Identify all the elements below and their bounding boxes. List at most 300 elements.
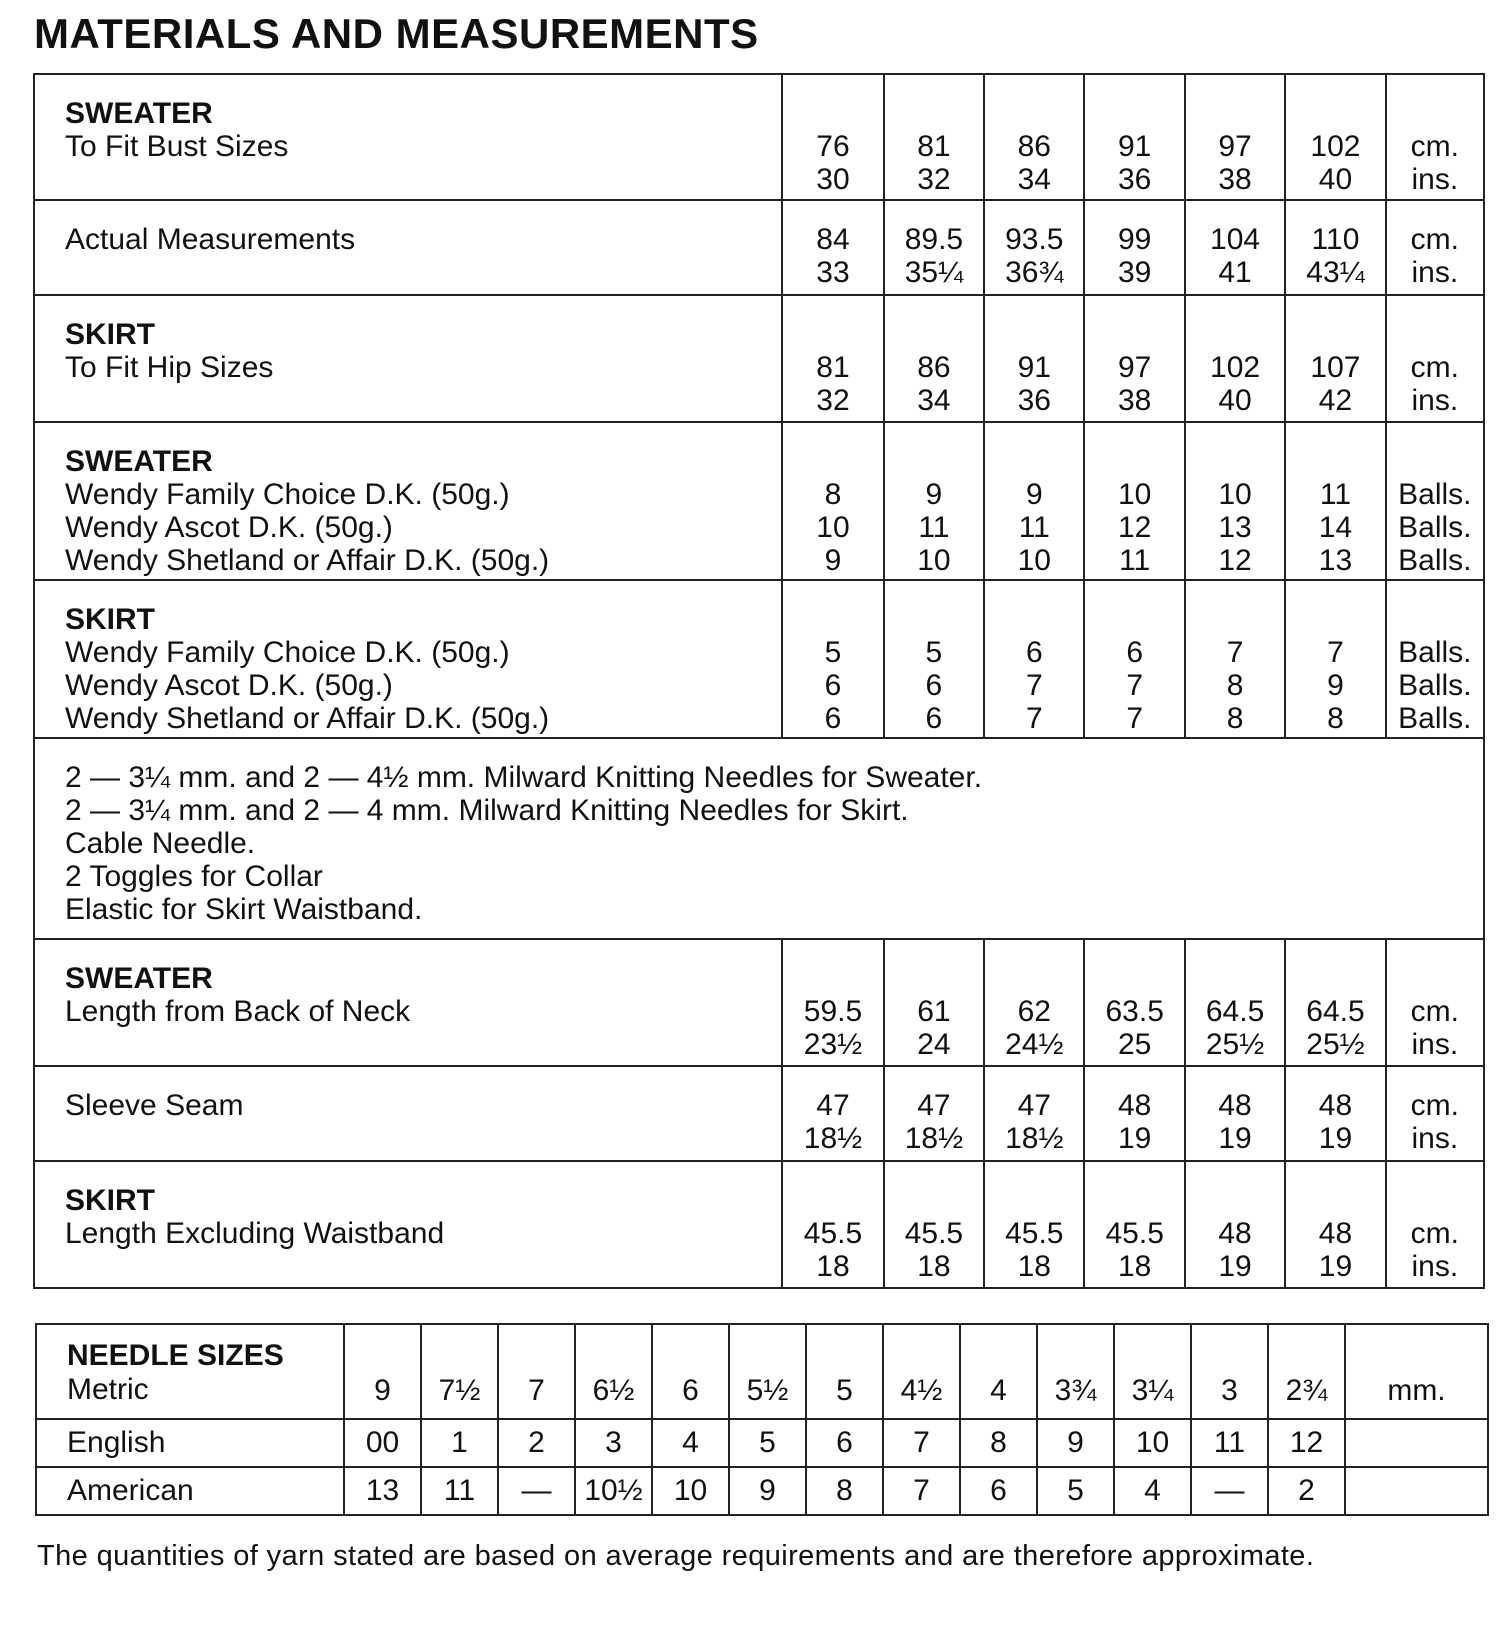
value-ins: 25 [1117,1028,1152,1061]
size-cell [1285,1161,1385,1288]
quantity-cell [1084,422,1184,580]
needle-size: 5½ [746,1374,789,1407]
needle-cell [575,1419,652,1467]
needle-size: 7 [528,1374,545,1407]
row-label-text: Length Excluding Waistband [65,1217,445,1250]
size-cell [1084,1161,1184,1288]
needle-cell [575,1467,652,1515]
row-american [36,1467,1488,1515]
needle-cell [960,1419,1037,1467]
ball-count: 10 [1218,478,1252,511]
size-cell [1185,74,1285,200]
value-ins: 19 [1318,1122,1353,1155]
needle-cell [344,1467,421,1515]
row-label-text: To Fit Hip Sizes [65,351,274,384]
value-cm: 76 [816,130,850,163]
section-heading: SWEATER [65,97,213,130]
ball-count: 7 [1025,702,1043,735]
needle-cell [729,1324,806,1419]
needle-cell [1268,1419,1345,1467]
ball-count: 6 [1126,636,1144,669]
size-cell [782,74,883,200]
value-ins: 35¼ [904,256,964,289]
needle-size: 10 [673,1474,708,1507]
value-cm: 59.5 [803,995,863,1028]
value-ins: 18 [1017,1250,1051,1283]
size-cell [884,74,984,200]
size-cell [1084,295,1184,422]
value-cm: 48 [1318,1089,1353,1122]
value-cm: 110 [1311,223,1360,256]
size-cell [1185,1161,1285,1288]
section-heading: SKIRT [65,318,155,351]
section-heading: NEEDLE SIZES [67,1339,284,1372]
needle-cell [1037,1419,1114,1467]
needle-size: 9 [374,1374,391,1407]
unit-ins: ins. [1411,256,1459,289]
ball-count: 9 [824,544,842,577]
needle-size: 5 [759,1426,776,1459]
value-cm: 91 [1017,351,1051,384]
unit-cm: cm. [1410,351,1459,384]
row-sweater-bust [34,74,1484,200]
quantity-cell [1285,422,1385,580]
needle-cell [1037,1324,1114,1419]
row-sleeve-seam [34,1066,1484,1161]
value-ins: 18 [1117,1250,1152,1283]
row-metric [36,1324,1488,1419]
needle-cell [1268,1467,1345,1515]
ball-count: 7 [1025,669,1043,702]
row-sweater-yarn [34,422,1484,580]
needle-size: 2 [528,1426,545,1459]
size-cell [884,295,984,422]
ball-count: 6 [1025,636,1043,669]
quantity-cell [984,422,1084,580]
needle-cell [1114,1324,1191,1419]
row-label [34,295,782,422]
needle-cell [1191,1324,1268,1419]
needle-size: 9 [759,1474,776,1507]
quantity-cell [782,422,883,580]
yarn-name: Wendy Family Choice D.K. (50g.) [65,636,510,669]
needle-cell [960,1324,1037,1419]
needle-size: 6½ [592,1374,635,1407]
needle-cell [421,1419,498,1467]
section-heading: SWEATER [65,962,213,995]
value-cm: 63.5 [1105,995,1164,1028]
value-cm: 48 [1218,1217,1252,1250]
row-skirt-hip [34,295,1484,422]
ball-count: 14 [1318,511,1353,544]
needle-size: 7 [913,1426,930,1459]
value-ins: 19 [1218,1250,1252,1283]
needle-cell [806,1467,883,1515]
value-cm: 86 [1017,130,1051,163]
ball-count: 8 [824,478,842,511]
needle-size: 5 [1067,1474,1084,1507]
needle-cell [421,1324,498,1419]
needle-size: 10½ [584,1474,643,1507]
ball-count: 5 [925,636,943,669]
measurements-table [33,73,1485,1289]
value-ins: 42 [1318,384,1353,417]
needle-size: 5 [836,1374,853,1407]
value-cm: 102 [1210,351,1261,384]
row-label-text: Length from Back of Neck [65,995,411,1028]
row-skirt-length [34,1161,1484,1288]
needle-cell [883,1324,960,1419]
ball-count: 9 [925,478,943,511]
ball-count: 9 [1025,478,1043,511]
needle-cell [344,1324,421,1419]
notes-cell [34,738,1484,939]
quantity-cell [984,580,1084,738]
value-ins: 39 [1117,256,1152,289]
needle-size: 11 [443,1474,476,1507]
size-cell [1084,939,1184,1066]
value-cm: 45.5 [904,1217,964,1250]
unit-cm: cm. [1410,995,1459,1028]
size-cell [1285,939,1385,1066]
needle-cell [729,1419,806,1467]
value-ins: 40 [1218,384,1252,417]
needle-cell [1114,1467,1191,1515]
value-cm: 64.5 [1205,995,1265,1028]
quantity-cell [884,580,984,738]
needle-size: 6 [990,1474,1007,1507]
size-cell [984,939,1084,1066]
value-cm: 97 [1218,130,1252,163]
value-ins: 18½ [1005,1122,1064,1155]
needle-size: 7 [913,1474,930,1507]
value-ins: 40 [1318,163,1353,196]
ball-count: 6 [824,702,842,735]
ball-count: 13 [1318,544,1353,577]
value-ins: 32 [816,384,850,417]
ball-count: 6 [824,669,842,702]
ball-count: 6 [925,702,943,735]
needle-cell [652,1419,729,1467]
yarn-name: Wendy Shetland or Affair D.K. (50g.) [65,544,550,577]
size-cell [884,200,984,295]
needle-size: 8 [836,1474,853,1507]
size-cell [782,1161,883,1288]
quantity-cell [1285,580,1385,738]
needle-size: 6 [682,1374,699,1407]
row-label [36,1467,344,1515]
ball-count: 12 [1218,544,1252,577]
needle-size: 2¾ [1285,1374,1328,1407]
row-label [36,1419,344,1467]
size-cell [782,1066,883,1161]
value-cm: 45.5 [1005,1217,1064,1250]
needle-cell [806,1419,883,1467]
needle-cell [729,1467,806,1515]
ball-count: 10 [917,544,951,577]
size-cell [782,295,883,422]
value-cm: 91 [1117,130,1152,163]
unit-cm: cm. [1410,1089,1459,1122]
quantity-cell [1185,580,1285,738]
unit-ins: ins. [1411,163,1459,196]
ball-count: 11 [1119,544,1151,577]
value-cm: 48 [1318,1217,1353,1250]
unit-ins: ins. [1411,1028,1459,1061]
size-cell [1285,74,1385,200]
unit-cell [1386,939,1484,1066]
ball-count: 10 [816,511,850,544]
size-cell [1285,295,1385,422]
quantity-cell [884,422,984,580]
needle-size: 3¼ [1131,1374,1174,1407]
value-cm: 93.5 [1005,223,1064,256]
value-ins: 24½ [1005,1028,1064,1061]
value-cm: 104 [1210,223,1261,256]
ball-count: 8 [1327,702,1344,735]
size-cell [984,200,1084,295]
value-cm: 47 [917,1089,951,1122]
value-cm: 86 [917,351,951,384]
section-heading: SKIRT [65,603,155,636]
needle-cell [421,1467,498,1515]
unit-ins: ins. [1411,1250,1459,1283]
needle-size: 13 [365,1474,400,1507]
size-cell [1185,1066,1285,1161]
quantity-cell [782,580,883,738]
note-line: 2 — 3¼ mm. and 2 — 4½ mm. Milward Knitting Needles for Sweater. [65,761,983,794]
size-cell [984,1066,1084,1161]
row-label-text: English [67,1426,166,1459]
needle-cell [1114,1419,1191,1467]
row-english [36,1419,1488,1467]
ball-count: 9 [1327,669,1344,702]
size-cell [782,939,883,1066]
value-ins: 43¼ [1306,256,1365,289]
row-label-text: To Fit Bust Sizes [65,130,289,163]
yarn-name: Wendy Family Choice D.K. (50g.) [65,478,510,511]
value-ins: 33 [816,256,850,289]
ball-count: 10 [1017,544,1051,577]
value-ins: 38 [1218,163,1252,196]
value-cm: 47 [1017,1089,1051,1122]
empty-cell [1345,1467,1488,1515]
needle-size: — [1214,1474,1245,1507]
ball-count: 13 [1218,511,1252,544]
needle-cell [1268,1324,1345,1419]
value-ins: 19 [1117,1122,1152,1155]
size-cell [984,1161,1084,1288]
row-label [36,1324,344,1419]
needle-cell [806,1324,883,1419]
note-line: Elastic for Skirt Waistband. [65,893,423,926]
needle-size: 7½ [438,1374,481,1407]
needle-cell [344,1419,421,1467]
page-title: MATERIALS AND MEASUREMENTS [34,10,759,57]
needle-sizes-table [35,1323,1489,1516]
needle-size: 12 [1289,1426,1324,1459]
value-cm: 81 [917,130,951,163]
unit-ins: ins. [1411,384,1459,417]
needle-size: 3 [605,1426,622,1459]
ball-count: 11 [1018,511,1050,544]
size-cell [984,74,1084,200]
unit-balls: Balls. [1398,511,1472,544]
needle-size: 3 [1221,1374,1238,1407]
ball-count: 12 [1117,511,1152,544]
row-label [34,422,782,580]
needle-cell [575,1324,652,1419]
value-cm: 45.5 [803,1217,863,1250]
needle-cell [652,1467,729,1515]
row-label [34,939,782,1066]
size-cell [1084,200,1184,295]
unit-balls: Balls. [1398,636,1472,669]
row-label [34,200,782,295]
size-cell [884,939,984,1066]
size-cell [1185,200,1285,295]
value-ins: 36 [1117,163,1152,196]
ball-count: 11 [918,511,950,544]
note-line: Cable Needle. [65,827,256,860]
needle-cell [498,1324,575,1419]
needle-cell [498,1419,575,1467]
value-cm: 61 [917,995,951,1028]
size-cell [1185,939,1285,1066]
unit-cell [1386,422,1484,580]
row-skirt-yarn [34,580,1484,738]
row-sweater-length [34,939,1484,1066]
value-ins: 19 [1318,1250,1353,1283]
ball-count: 7 [1126,669,1144,702]
needle-cell [960,1467,1037,1515]
ball-count: 8 [1226,669,1244,702]
value-cm: 45.5 [1105,1217,1164,1250]
unit-balls: Balls. [1398,478,1472,511]
ball-count: 11 [1319,478,1352,511]
value-ins: 38 [1117,384,1152,417]
yarn-name: Wendy Ascot D.K. (50g.) [65,669,393,702]
footnote: The quantities of yarn stated are based on average requirements and are therefore approximate. [37,1540,1315,1572]
unit-cm: cm. [1410,1217,1459,1250]
section-heading: SWEATER [65,445,213,478]
value-cm: 102 [1310,130,1361,163]
size-cell [1185,295,1285,422]
needle-size: 4 [682,1426,699,1459]
note-line: 2 Toggles for Collar [65,860,323,893]
value-ins: 34 [1017,163,1051,196]
needle-cell [883,1467,960,1515]
row-label-text: Actual Measurements [65,223,356,256]
needle-size: 6 [836,1426,853,1459]
value-cm: 84 [816,223,850,256]
row-label-text: American [67,1474,194,1507]
quantity-cell [1185,422,1285,580]
size-cell [1285,1066,1385,1161]
unit-cell [1386,1066,1484,1161]
unit-balls: Balls. [1398,669,1472,702]
needle-size: — [521,1474,552,1507]
unit-mm: mm. [1387,1374,1446,1407]
value-ins: 23½ [803,1028,863,1061]
needle-cell [883,1419,960,1467]
ball-count: 6 [925,669,943,702]
size-cell [1285,200,1385,295]
value-cm: 48 [1117,1089,1152,1122]
ball-count: 7 [1327,636,1344,669]
note-line: 2 — 3¼ mm. and 2 — 4 mm. Milward Knitting Needles for Skirt. [65,794,909,827]
unit-cell [1386,295,1484,422]
needle-size: 10 [1135,1426,1170,1459]
needle-size: 00 [365,1426,400,1459]
value-cm: 107 [1310,351,1361,384]
size-cell [1084,1066,1184,1161]
value-ins: 24 [917,1028,951,1061]
value-cm: 89.5 [904,223,964,256]
needle-cell [498,1467,575,1515]
needle-cell [1191,1467,1268,1515]
value-ins: 36¾ [1005,256,1064,289]
needle-size: 3¾ [1054,1374,1097,1407]
value-ins: 36 [1017,384,1051,417]
row-notes [34,738,1484,939]
value-cm: 48 [1218,1089,1252,1122]
unit-cell [1345,1324,1488,1419]
value-ins: 18 [816,1250,850,1283]
needle-size: 8 [990,1426,1007,1459]
value-ins: 32 [917,163,951,196]
needle-size: 4 [1144,1474,1161,1507]
value-ins: 25½ [1306,1028,1365,1061]
row-label-text: Metric [67,1373,149,1406]
unit-cell [1386,74,1484,200]
unit-cm: cm. [1410,130,1459,163]
unit-cell [1386,580,1484,738]
size-cell [1084,74,1184,200]
needle-cell [1191,1419,1268,1467]
needle-size: 4 [990,1374,1007,1407]
value-ins: 19 [1218,1122,1252,1155]
value-cm: 81 [816,351,850,384]
row-label [34,1161,782,1288]
value-ins: 30 [816,163,850,196]
needle-cell [652,1324,729,1419]
ball-count: 5 [824,636,842,669]
value-ins: 18 [917,1250,951,1283]
value-ins: 25½ [1205,1028,1265,1061]
value-ins: 18½ [904,1122,964,1155]
unit-cell [1386,1161,1484,1288]
needle-size: 4½ [900,1374,943,1407]
unit-cell [1386,200,1484,295]
value-cm: 62 [1017,995,1051,1028]
ball-count: 10 [1117,478,1152,511]
value-cm: 64.5 [1306,995,1365,1028]
value-cm: 97 [1117,351,1152,384]
size-cell [884,1066,984,1161]
needle-size: 9 [1067,1426,1084,1459]
value-ins: 41 [1218,256,1252,289]
size-cell [884,1161,984,1288]
value-cm: 47 [816,1089,850,1122]
value-ins: 34 [917,384,951,417]
size-cell [984,295,1084,422]
row-label-text: Sleeve Seam [65,1089,244,1122]
value-cm: 99 [1117,223,1152,256]
unit-balls: Balls. [1398,702,1472,735]
value-ins: 18½ [803,1122,863,1155]
yarn-name: Wendy Ascot D.K. (50g.) [65,511,393,544]
